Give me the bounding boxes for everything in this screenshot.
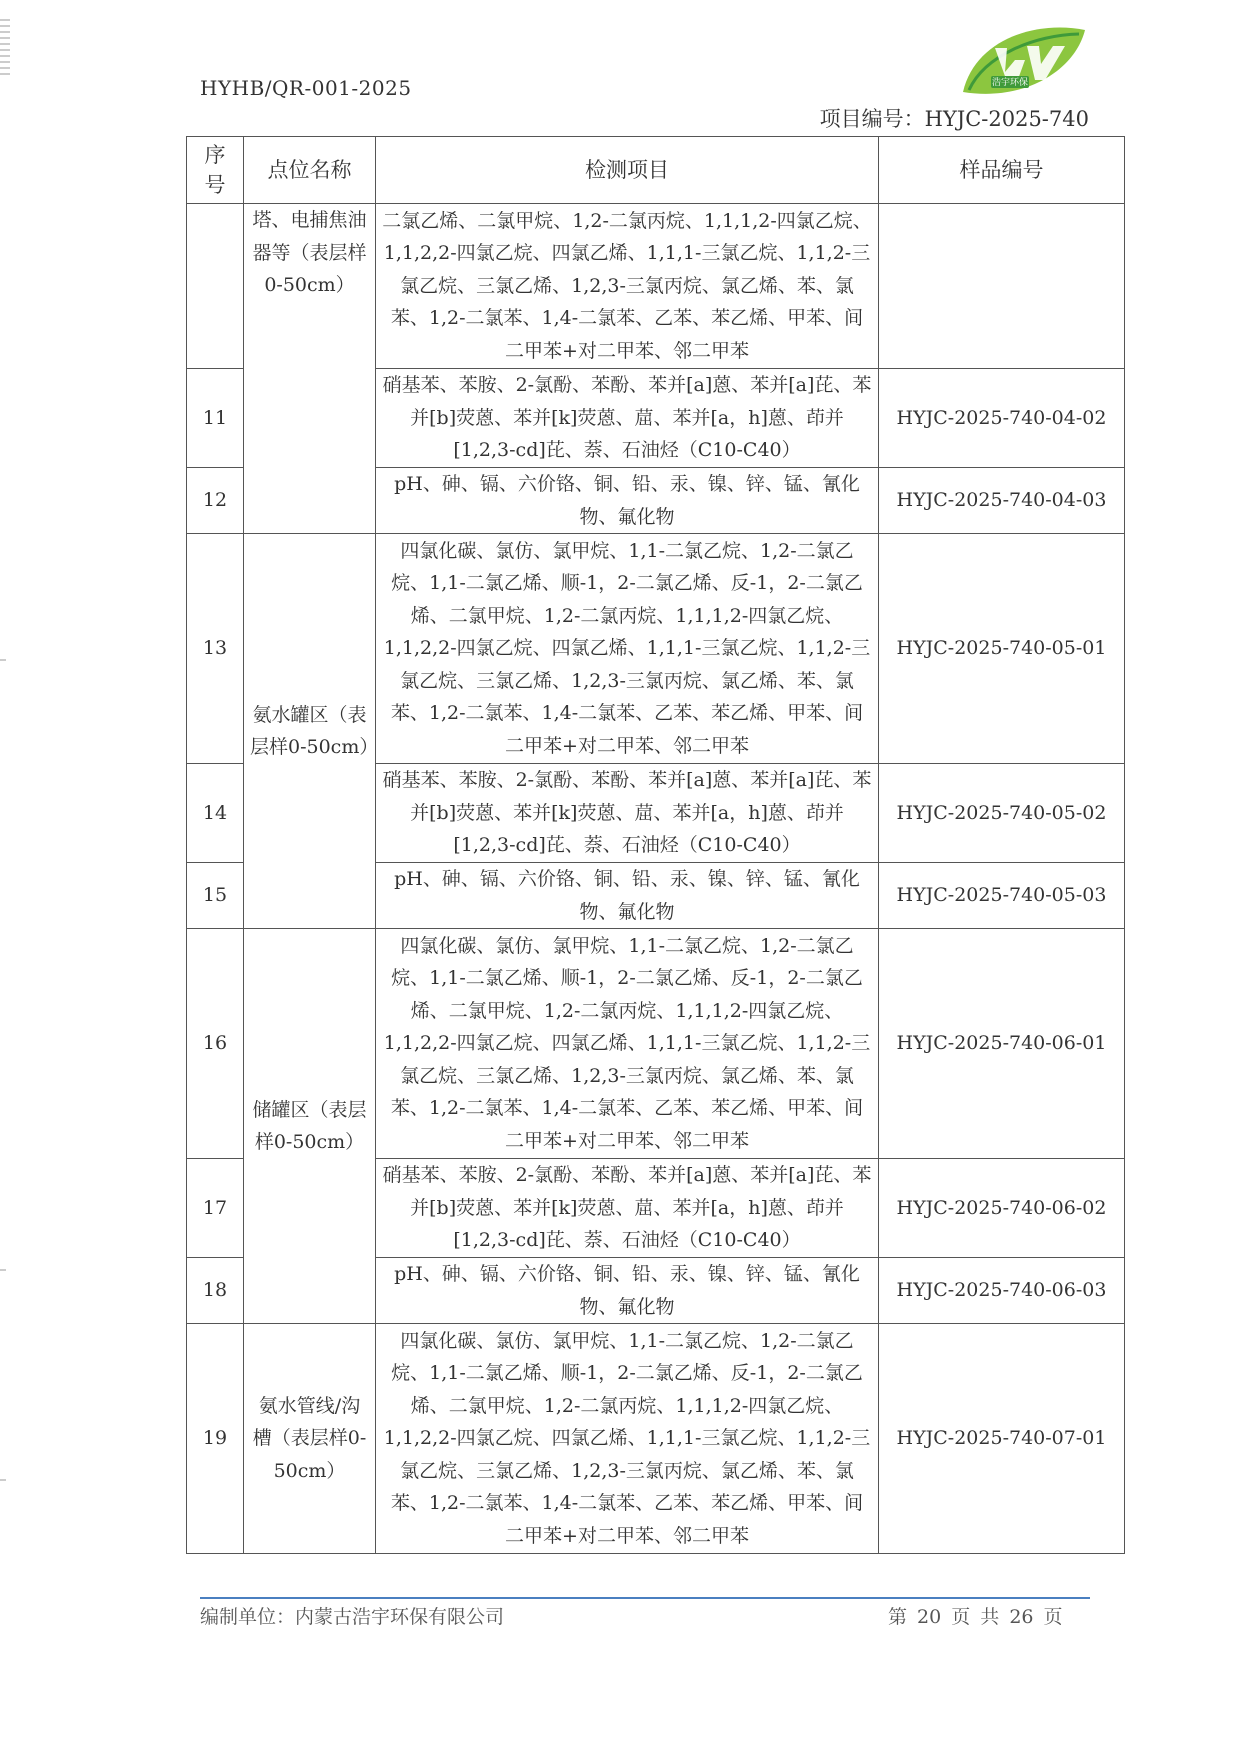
cell-seq: 12 (187, 468, 244, 534)
cell-items: 四氯化碳、氯仿、氯甲烷、1,1-二氯乙烷、1,2-二氯乙烷、1,1-二氯乙烯、顺-1，2-二氯乙烯、反-1，2-二氯乙烯、二氯甲烷、1,2-二氯丙烷、1,1,1,2-四氯乙烷、1,1,2,2-四氯乙烷、四氯乙烯、1,1,1-三氯乙烷、1,1,2-三氯乙烷、三氯乙烯、1,2,3-三氯丙烷、氯乙烯、苯、氯苯、1,2-二氯苯、1,4-二氯苯、乙苯、苯乙烯、甲苯、间二甲苯+对二甲苯、邻二甲苯 (376, 1324, 879, 1554)
cell-sample: HYJC-2025-740-05-01 (879, 534, 1125, 764)
cell-items: 二氯乙烯、二氯甲烷、1,2-二氯丙烷、1,1,1,2-四氯乙烷、1,1,2,2-四氯乙烷、四氯乙烯、1,1,1-三氯乙烷、1,1,2-三氯乙烷、三氯乙烯、1,2,3-三氯丙烷、氯乙烯、苯、氯苯、1,2-二氯苯、1,4-二氯苯、乙苯、苯乙烯、甲苯、间二甲苯+对二甲苯、邻二甲苯 (376, 204, 879, 369)
cell-items: pH、砷、镉、六价铬、铜、铅、汞、镍、锌、锰、氰化物、氟化物 (376, 468, 879, 534)
cell-seq: 11 (187, 369, 244, 468)
cell-items: pH、砷、镉、六价铬、铜、铅、汞、镍、锌、锰、氰化物、氟化物 (376, 1258, 879, 1324)
cell-sample: HYJC-2025-740-07-01 (879, 1324, 1125, 1554)
logo-text: 浩宇环保 (991, 78, 1029, 88)
testing-items-table (186, 136, 1125, 1554)
table-row (187, 1324, 1125, 1554)
cell-sample (879, 204, 1125, 369)
cell-items: 硝基苯、苯胺、2-氯酚、苯酚、苯并[a]蒽、苯并[a]芘、苯并[b]荧蒽、苯并[k]荧蒽、䓛、苯并[a，h]蒽、茚并[1,2,3-cd]芘、萘、石油烃（C10-C40） (376, 1159, 879, 1258)
footer-rule (200, 1597, 1090, 1599)
header-seq: 序号 (187, 137, 244, 204)
cell-seq: 16 (187, 929, 244, 1159)
cell-location: 氨水罐区（表层样0-50cm） (244, 534, 376, 929)
cell-seq (187, 204, 244, 369)
document-code: HYHB/QR-001-2025 (200, 76, 412, 100)
table-row (187, 534, 1125, 764)
cell-location: 塔、电捕焦油器等（表层样0-50cm） (244, 204, 376, 534)
cell-items: 四氯化碳、氯仿、氯甲烷、1,1-二氯乙烷、1,2-二氯乙烷、1,1-二氯乙烯、顺-1，2-二氯乙烯、反-1，2-二氯乙烯、二氯甲烷、1,2-二氯丙烷、1,1,1,2-四氯乙烷、1,1,2,2-四氯乙烷、四氯乙烯、1,1,1-三氯乙烷、1,1,2-三氯乙烷、三氯乙烯、1,2,3-三氯丙烷、氯乙烯、苯、氯苯、1,2-二氯苯、1,4-二氯苯、乙苯、苯乙烯、甲苯、间二甲苯+对二甲苯、邻二甲苯 (376, 929, 879, 1159)
table-row (187, 204, 1125, 369)
header-sample: 样品编号 (879, 137, 1125, 204)
cell-items: 四氯化碳、氯仿、氯甲烷、1,1-二氯乙烷、1,2-二氯乙烷、1,1-二氯乙烯、顺-1，2-二氯乙烯、反-1，2-二氯乙烯、二氯甲烷、1,2-二氯丙烷、1,1,1,2-四氯乙烷、1,1,2,2-四氯乙烷、四氯乙烯、1,1,1-三氯乙烷、1,1,2-三氯乙烷、三氯乙烯、1,2,3-三氯丙烷、氯乙烯、苯、氯苯、1,2-二氯苯、1,4-二氯苯、乙苯、苯乙烯、甲苯、间二甲苯+对二甲苯、邻二甲苯 (376, 534, 879, 764)
cell-location: 储罐区（表层样0-50cm） (244, 929, 376, 1324)
table-row (187, 929, 1125, 1159)
project-number: 项目编号：HYJC-2025-740 (819, 107, 1089, 131)
cell-sample: HYJC-2025-740-04-02 (879, 369, 1125, 468)
table-header-row (187, 137, 1125, 204)
cell-sample: HYJC-2025-740-05-03 (879, 863, 1125, 929)
header-items: 检测项目 (376, 137, 879, 204)
cell-seq: 15 (187, 863, 244, 929)
cell-sample: HYJC-2025-740-06-01 (879, 929, 1125, 1159)
cell-items: 硝基苯、苯胺、2-氯酚、苯酚、苯并[a]蒽、苯并[a]芘、苯并[b]荧蒽、苯并[k]荧蒽、䓛、苯并[a，h]蒽、茚并[1,2,3-cd]芘、萘、石油烃（C10-C40） (376, 369, 879, 468)
cell-sample: HYJC-2025-740-05-02 (879, 764, 1125, 863)
cell-location: 氨水管线/沟槽（表层样0-50cm） (244, 1324, 376, 1554)
cell-seq: 14 (187, 764, 244, 863)
cell-items: 硝基苯、苯胺、2-氯酚、苯酚、苯并[a]蒽、苯并[a]芘、苯并[b]荧蒽、苯并[k]荧蒽、䓛、苯并[a，h]蒽、茚并[1,2,3-cd]芘、萘、石油烃（C10-C40） (376, 764, 879, 863)
cell-seq: 19 (187, 1324, 244, 1554)
cell-sample: HYJC-2025-740-06-03 (879, 1258, 1125, 1324)
header-location: 点位名称 (244, 137, 376, 204)
cell-sample: HYJC-2025-740-04-03 (879, 468, 1125, 534)
footer-page-number: 第 20 页 共 26 页 (888, 1606, 1063, 1628)
cell-seq: 17 (187, 1159, 244, 1258)
footer-compiler: 编制单位：内蒙古浩宇环保有限公司 (200, 1606, 505, 1628)
scan-edge-marks (0, 0, 12, 1754)
cell-sample: HYJC-2025-740-06-02 (879, 1159, 1125, 1258)
cell-seq: 18 (187, 1258, 244, 1324)
company-logo (955, 20, 1090, 100)
cell-items: pH、砷、镉、六价铬、铜、铅、汞、镍、锌、锰、氰化物、氟化物 (376, 863, 879, 929)
cell-seq: 13 (187, 534, 244, 764)
